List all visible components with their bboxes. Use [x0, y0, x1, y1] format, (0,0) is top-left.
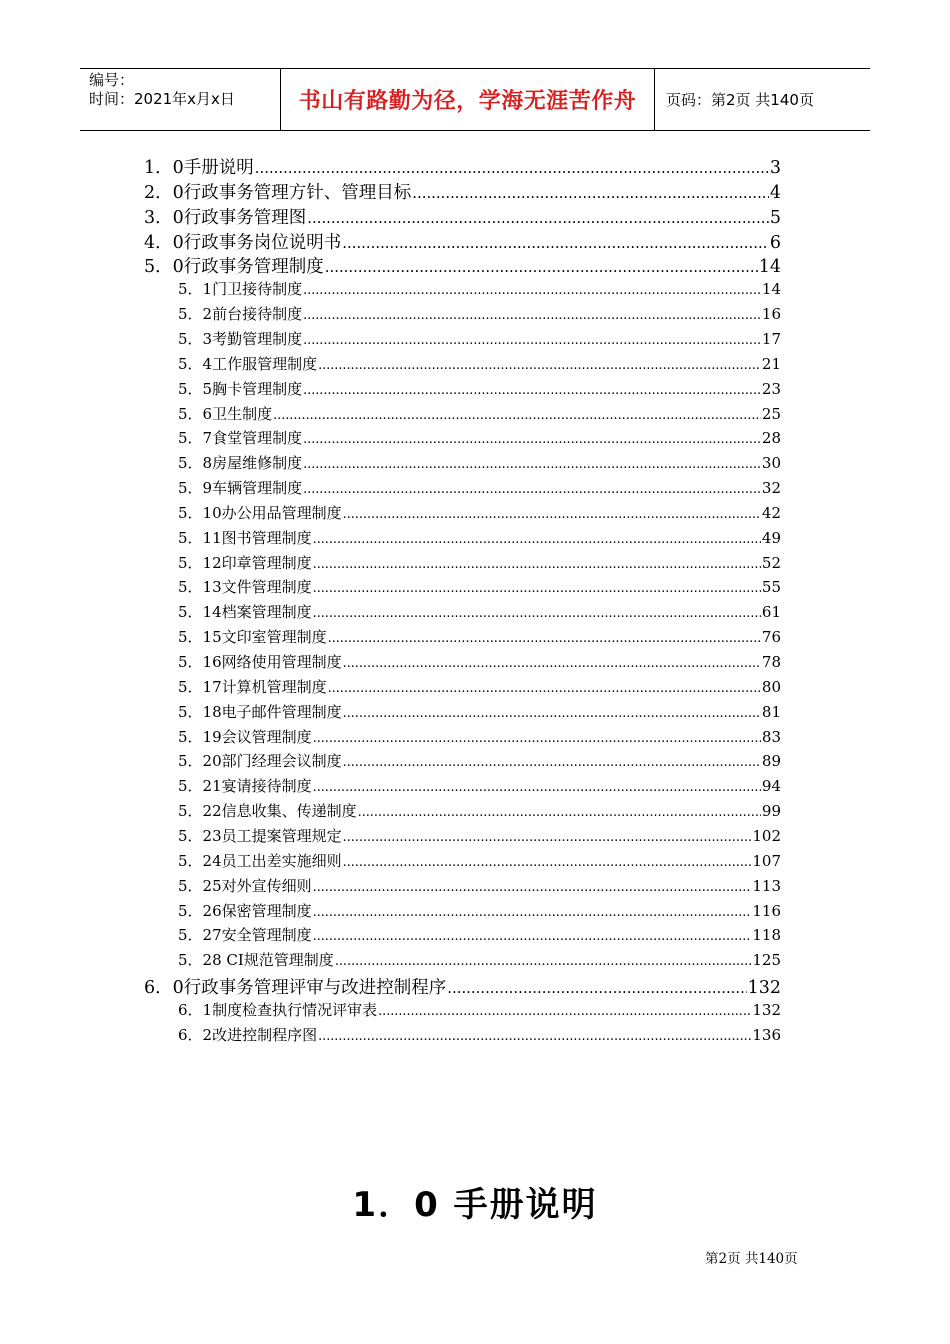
- toc-entry[interactable]: [178, 626, 781, 651]
- toc-entry-label: 3．0行政事务管理图: [144, 207, 307, 228]
- toc-entry-label: 5．28 CI规范管理制度: [178, 951, 334, 970]
- toc-entry-page: 116: [752, 901, 781, 920]
- toc-entry-page: 17: [761, 329, 781, 348]
- header-meta: [80, 69, 281, 130]
- toc-leader-dots: [412, 183, 769, 203]
- toc-entry[interactable]: [178, 726, 781, 751]
- toc-entry-label: 5．6卫生制度: [178, 404, 273, 423]
- toc-entry-page: 125: [752, 951, 781, 970]
- toc-entry[interactable]: [178, 651, 781, 676]
- toc-entry-page: 16: [761, 305, 781, 324]
- doc-code-label: 编号：: [89, 71, 135, 89]
- toc-entry[interactable]: [178, 701, 781, 726]
- toc-leader-dots: [313, 529, 761, 547]
- toc-entry-page: 52: [761, 553, 781, 572]
- toc-entry[interactable]: [178, 999, 781, 1024]
- toc-entry-label: 5．5胸卡管理制度: [178, 379, 303, 398]
- toc-entry[interactable]: [178, 552, 781, 577]
- doc-time-label: 时间：2021年x月x日: [89, 90, 235, 108]
- toc-entry-label: 1．0手册说明: [144, 158, 254, 178]
- toc-leader-dots: [313, 777, 761, 795]
- toc-leader-dots: [303, 429, 761, 447]
- toc-entry[interactable]: [178, 403, 781, 428]
- toc-entry-label: 5．4工作服管理制度: [178, 354, 318, 373]
- toc-entry[interactable]: [144, 179, 781, 204]
- toc-entry-label: 5．8房屋维修制度: [178, 454, 303, 473]
- toc-entry-page: 94: [761, 777, 781, 796]
- toc-entry-page: 61: [761, 603, 781, 622]
- toc-entry-label: 5．24员工出差实施细则: [178, 851, 342, 870]
- toc-entry[interactable]: [178, 452, 781, 477]
- toc-entry[interactable]: [178, 502, 781, 527]
- toc-entry-page: 102: [752, 826, 781, 845]
- toc-entry-label: 5．26保密管理制度: [178, 901, 312, 920]
- page-footer: 第2页 共140页: [705, 1251, 798, 1267]
- toc-entry[interactable]: [178, 601, 781, 626]
- toc-entry-page: 5: [769, 207, 781, 228]
- toc-entry-label: 5．25对外宣传细则: [178, 876, 312, 895]
- toc-entry[interactable]: [178, 900, 781, 925]
- toc-entry[interactable]: [178, 303, 781, 328]
- toc-leader-dots: [342, 233, 769, 253]
- toc-leader-dots: [343, 827, 752, 845]
- toc-entry-label: 6．0行政事务管理评审与改进控制程序: [144, 978, 447, 999]
- toc-entry-label: 5．15文印室管理制度: [178, 628, 327, 647]
- toc-entry[interactable]: [178, 775, 781, 800]
- toc-entry[interactable]: [144, 154, 781, 179]
- toc-entry-page: 136: [752, 1025, 781, 1044]
- toc-leader-dots: [318, 1026, 751, 1044]
- toc-entry-page: 76: [761, 628, 781, 647]
- toc-entry-page: 132: [752, 1000, 781, 1019]
- toc-entry-page: 99: [761, 802, 781, 821]
- toc-entry[interactable]: [178, 949, 781, 974]
- toc-entry[interactable]: [178, 850, 781, 875]
- toc-entry-label: 5．2前台接待制度: [178, 305, 303, 324]
- toc-entry-page: 81: [761, 702, 781, 721]
- toc-leader-dots: [303, 330, 761, 348]
- toc-entry-page: 3: [769, 158, 781, 178]
- toc-entry-label: 6．1制度检查执行情况评审表: [178, 1000, 378, 1019]
- toc-entry-label: 5．16网络使用管理制度: [178, 653, 342, 671]
- toc-entry-label: 5．13文件管理制度: [178, 578, 312, 597]
- toc-entry[interactable]: [178, 328, 781, 353]
- toc-entry-label: 5．19会议管理制度: [178, 727, 312, 746]
- section-title: 1．0 手册说明: [352, 1185, 598, 1225]
- toc-entry-page: 14: [761, 280, 781, 299]
- toc-leader-dots: [255, 158, 769, 178]
- toc-entry-label: 6．2改进控制程序图: [178, 1025, 318, 1044]
- toc-entry-label: 5．23员工提案管理规定: [178, 826, 342, 845]
- header-motto: 书山有路勤为径，学海无涯苦作舟: [281, 69, 655, 130]
- toc-entry-label: 4．0行政事务岗位说明书: [144, 232, 342, 253]
- toc-entry-label: 5．20部门经理会议制度: [178, 752, 342, 771]
- toc-entry-page: 118: [752, 926, 781, 945]
- toc-entry-label: 5．10办公用品管理制度: [178, 503, 342, 522]
- toc-entry-label: 5．21宴请接待制度: [178, 777, 312, 796]
- toc-entry-page: 55: [761, 578, 781, 597]
- toc-entry[interactable]: [144, 204, 781, 229]
- page-header: [80, 68, 870, 131]
- toc-leader-dots: [343, 653, 761, 671]
- toc-entry-page: 28: [761, 429, 781, 448]
- header-page-label: 页码：第2页 共140页: [666, 91, 814, 109]
- toc-entry[interactable]: [178, 576, 781, 601]
- toc-entry-label: 5．22信息收集、传递制度: [178, 802, 357, 821]
- toc-entry[interactable]: [178, 353, 781, 378]
- toc-entry[interactable]: [178, 825, 781, 850]
- toc-entry-label: 5．17计算机管理制度: [178, 677, 327, 696]
- toc-entry-page: 4: [769, 182, 781, 203]
- toc-leader-dots: [335, 951, 752, 969]
- toc-entry-page: 89: [761, 752, 781, 771]
- toc-entry-label: 2．0行政事务管理方针、管理目标: [144, 182, 412, 203]
- toc-entry-page: 32: [761, 479, 781, 498]
- toc-entry-page: 113: [752, 876, 781, 895]
- toc-leader-dots: [313, 926, 752, 944]
- toc-leader-dots: [313, 554, 761, 572]
- toc-leader-dots: [343, 703, 761, 721]
- toc-leader-dots: [303, 454, 761, 472]
- toc-entry-page: 83: [761, 727, 781, 746]
- toc-entry[interactable]: [178, 527, 781, 552]
- toc-entry-page: 25: [761, 404, 781, 423]
- toc-leader-dots: [343, 852, 752, 870]
- toc-leader-dots: [313, 877, 752, 895]
- toc-entry[interactable]: [144, 974, 781, 999]
- toc-entry-page: 30: [761, 454, 781, 473]
- toc-leader-dots: [358, 802, 761, 820]
- toc-entry-page: 107: [752, 851, 781, 870]
- toc-entry-label: 5．0行政事务管理制度: [144, 257, 324, 278]
- toc-entry[interactable]: [178, 924, 781, 949]
- toc-entry[interactable]: [178, 800, 781, 825]
- toc-entry-page: 49: [761, 528, 781, 547]
- toc-entry[interactable]: [178, 378, 781, 403]
- toc-leader-dots: [303, 305, 761, 323]
- toc-entry[interactable]: [178, 427, 781, 452]
- toc-leader-dots: [343, 752, 761, 770]
- toc-leader-dots: [313, 578, 761, 596]
- toc-entry-label: 5．3考勤管理制度: [178, 329, 303, 348]
- toc-entry[interactable]: [144, 229, 781, 254]
- toc-entry[interactable]: [178, 477, 781, 502]
- toc-entry-page: 132: [747, 978, 781, 999]
- toc-entry-label: 5．27安全管理制度: [178, 926, 312, 945]
- toc-leader-dots: [303, 280, 761, 298]
- toc-leader-dots: [343, 504, 761, 522]
- toc-leader-dots: [273, 405, 761, 423]
- toc-leader-dots: [325, 257, 758, 277]
- toc-entry-label: 5．9车辆管理制度: [178, 479, 303, 498]
- toc-entry[interactable]: [178, 278, 781, 303]
- toc-entry-page: 6: [769, 232, 781, 253]
- toc-leader-dots: [378, 1001, 751, 1019]
- toc-entry-page: 80: [761, 677, 781, 696]
- toc-entry[interactable]: [178, 750, 781, 775]
- toc-entry-label: 5．11图书管理制度: [178, 528, 312, 547]
- toc-leader-dots: [307, 208, 769, 228]
- toc-leader-dots: [313, 902, 752, 920]
- toc-entry-label: 5．1门卫接待制度: [178, 280, 303, 299]
- toc-entry-label: 5．7食堂管理制度: [178, 429, 303, 448]
- toc-leader-dots: [447, 978, 746, 998]
- toc-leader-dots: [318, 355, 761, 373]
- toc-leader-dots: [303, 380, 761, 398]
- toc-entry-page: 42: [761, 503, 781, 522]
- toc-entry[interactable]: [178, 875, 781, 900]
- toc-entry-page: 78: [761, 653, 781, 671]
- toc-leader-dots: [328, 678, 761, 696]
- toc-entry-label: 5．14档案管理制度: [178, 603, 312, 622]
- toc-leader-dots: [313, 603, 761, 621]
- toc-leader-dots: [303, 479, 761, 497]
- toc-entry[interactable]: [178, 1024, 781, 1049]
- toc-entry-page: 14: [758, 257, 781, 278]
- toc-leader-dots: [328, 628, 761, 646]
- toc-entry-label: 5．12印章管理制度: [178, 553, 312, 572]
- toc-entry-page: 21: [761, 354, 781, 373]
- toc-entry[interactable]: [144, 253, 781, 278]
- toc-leader-dots: [313, 728, 761, 746]
- toc-entry[interactable]: [178, 676, 781, 701]
- toc-entry-label: 5．18电子邮件管理制度: [178, 702, 342, 721]
- toc-entry-page: 23: [761, 379, 781, 398]
